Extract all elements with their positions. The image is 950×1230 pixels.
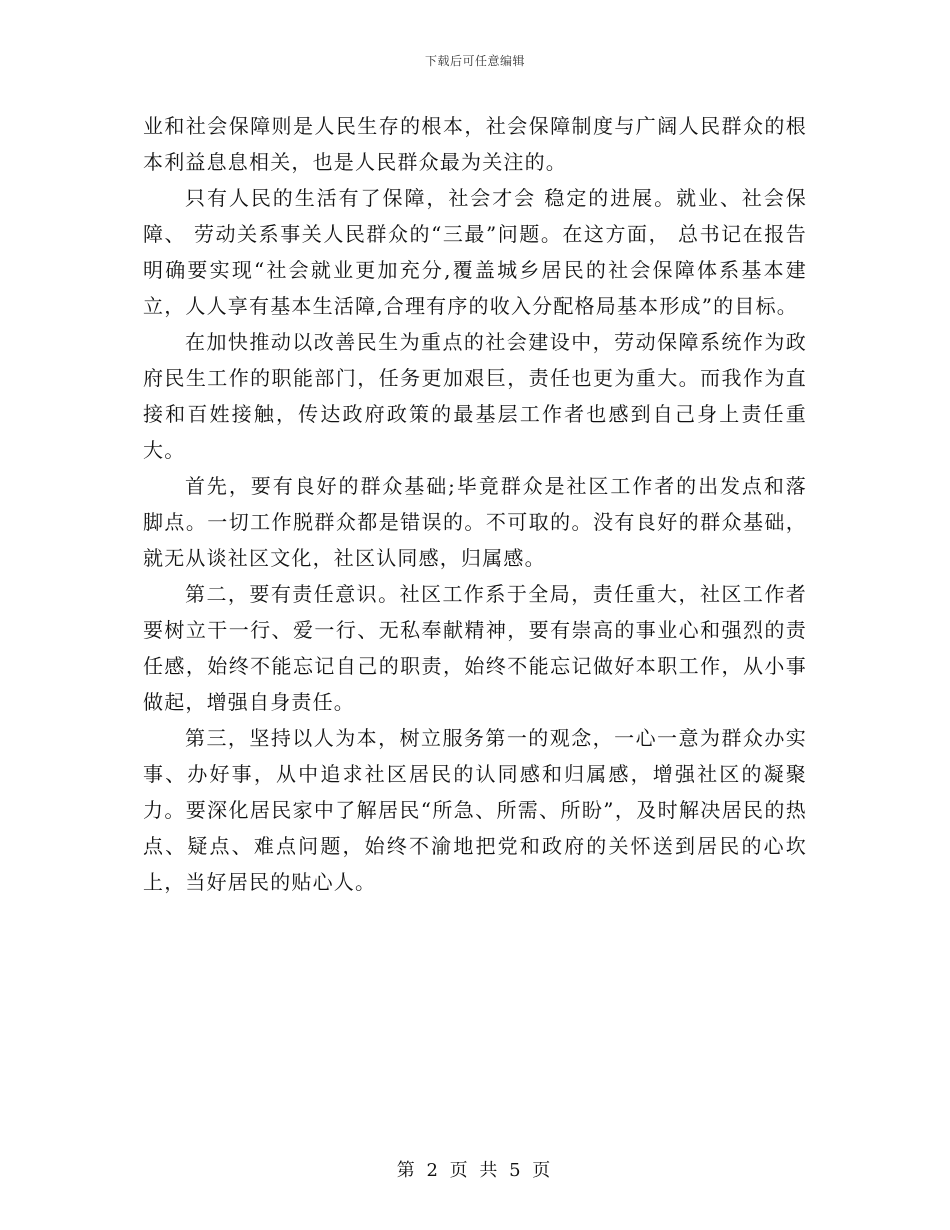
paragraph: 首先，要有良好的群众基础;毕竟群众是社区工作者的出发点和落脚点。一切工作脱群众都是错误的。不可取的。没有良好的群众基础，就无从谈社区文化，社区认同感，归属感。	[143, 474, 807, 570]
paragraph: 只有人民的生活有了保障，社会才会 稳定的进展。就业、社会保障、 劳动关系事关人民群众的“三最”问题。在这方面， 总书记在报告明确要实现“社会就业更加充分,覆盖城乡居民的社会保障体系基本建立，人人享有基本生活障,合理有序的收入分配格局基本形成”的目标。	[143, 186, 807, 318]
paragraph: 第三，坚持以人为本，树立服务第一的观念，一心一意为群众办实事、办好事，从中追求社区居民的认同感和归属感，增强社区的凝聚力。要深化居民家中了解居民“所急、所需、所盼”，及时解决居民的热点、疑点、难点问题，始终不渝地把党和政府的关怀送到居民的心坎上，当好居民的贴心人。	[143, 726, 807, 894]
paragraph: 第二，要有责任意识。社区工作系于全局，责任重大，社区工作者要树立干一行、爱一行、无私奉献精神，要有崇高的事业心和强烈的责任感，始终不能忘记自己的职责，始终不能忘记做好本职工作，从小事做起，增强自身责任。	[143, 582, 807, 714]
page-number: 第 2 页 共 5 页	[396, 1160, 554, 1181]
document-body	[143, 108, 807, 900]
paragraph: 在加快推动以改善民生为重点的社会建设中，劳动保障系统作为政府民生工作的职能部门，任务更加艰巨，责任也更为重大。而我作为直接和百姓接触，传达政府政策的最基层工作者也感到自己身上责任重大。	[143, 330, 807, 462]
paragraph-continued: 业和社会保障则是人民生存的根本，社会保障制度与广阔人民群众的根本利益息息相关，也是人民群众最为关注的。	[143, 114, 807, 174]
page-header: 下载后可任意编辑	[424, 54, 525, 68]
